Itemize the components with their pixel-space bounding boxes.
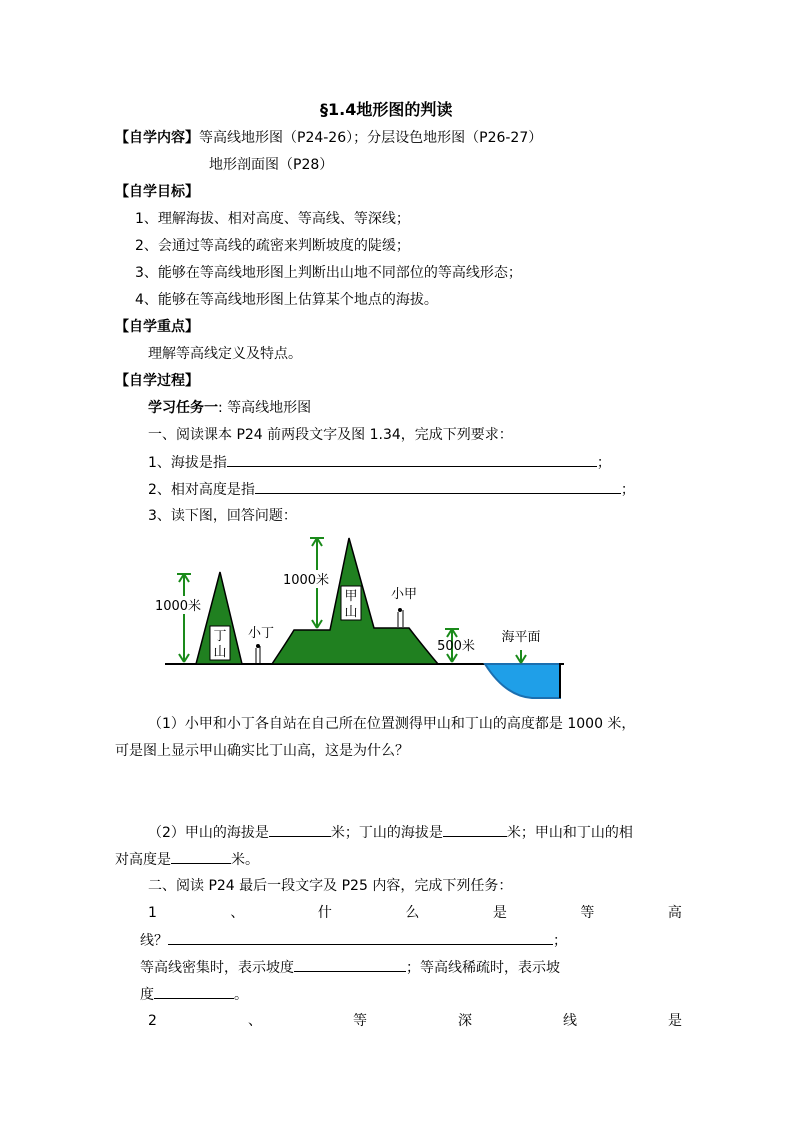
question-2-line-1 [148,822,633,843]
q2-text-d: 对高度是 [115,852,171,868]
part1-intro: 一、阅读课本 P24 前两段文字及图 1.34，完成下列要求： [148,427,513,443]
row5-char: 2 [148,1013,157,1029]
row1-char: 等 [580,905,595,921]
part2-line-4 [140,984,248,1005]
content-row [115,128,542,148]
label-xiaojia: 小甲 [390,587,418,602]
dingshan-label-2: 山 [213,645,227,660]
question-2-line-2 [115,849,259,870]
terrain-profile-figure [154,530,570,705]
question-relative-text: 2、相对高度是指 [148,482,255,498]
content-text-2: 地形剖面图（P28） [209,157,334,173]
row5-char: 深 [457,1013,472,1029]
relative-height-answer-blank[interactable] [171,849,231,864]
question-read-figure: 3、读下图，回答问题： [148,508,297,524]
xiaojia-person [398,609,403,628]
goal-item: 1、理解海拔、相对高度、等高线、等深线； [135,211,410,227]
goal-item: 4、能够在等高线地形图上估算某个地点的海拔。 [135,292,438,308]
jiashan-label-1: 甲 [344,589,358,604]
task-row [148,398,311,418]
part2-intro: 二、阅读 P24 最后一段文字及 P25 内容，完成下列任务： [148,878,513,894]
line3-text-a: 等高线密集时，表示坡度 [140,960,294,976]
part2-line-2 [140,930,567,951]
part2-row-1 [148,903,682,923]
row1-char: 么 [405,905,420,921]
jiashan-label-2: 山 [344,605,358,620]
q2-text-a: （2）甲山的海拔是 [148,825,269,841]
question-altitude-end: ； [596,455,611,471]
row5-char: 线 [562,1013,577,1029]
line4-text: 度 [140,987,154,1003]
relative-height-blank[interactable] [255,479,621,494]
dingshan-altitude-blank[interactable] [443,822,507,837]
question-1-line-2: 可是图上显示甲山确实比丁山高，这是为什么？ [115,743,409,759]
line3-text-b: ；等高线稀疏时，表示坡 [406,960,560,976]
question-relative-end: ； [620,482,635,498]
line2-text: 线？ [140,933,168,949]
content-text-1: 等高线地形图（P24-26）；分层设色地形图（P26-27） [199,130,543,146]
dense-slope-blank[interactable] [294,957,406,972]
row5-char: 等 [352,1013,367,1029]
task-title: : 等高线地形图 [218,400,312,416]
row1-char: 什 [317,905,332,921]
q2-text-b: 米；丁山的海拔是 [330,825,443,841]
process-label: 【自学过程】 [115,373,199,389]
xiaoding-person [256,645,260,664]
line4-end: 。 [234,987,248,1003]
goal-item: 2、会通过等高线的疏密来判断坡度的陡缓； [135,238,410,254]
altitude-blank[interactable] [227,452,597,467]
q2-text-e: 米。 [231,852,259,868]
row5-char: 是 [668,1013,682,1029]
row1-char: 高 [667,905,682,921]
question-altitude [148,452,611,473]
row1-char: 是 [492,905,507,921]
content-label: 【自学内容】 [115,130,199,146]
question-altitude-text: 1、海拔是指 [148,455,227,471]
part2-line-3 [140,957,560,978]
goals-label: 【自学目标】 [115,184,199,200]
page-title: §1.4地形图的判读 [320,100,453,119]
focus-text: 理解等高线定义及特点。 [148,346,302,362]
dingshan-label-1: 丁 [213,629,227,644]
jiashan-altitude-blank[interactable] [269,822,331,837]
goal-item: 3、能够在等高线地形图上判断出山地不同部位的等高线形态； [135,265,522,281]
part2-row-5 [148,1011,682,1031]
label-sea-level: 海平面 [501,630,541,645]
label-1000-top: 1000米 [282,573,330,588]
row1-char: 1 [148,905,157,921]
row1-char: 、 [230,905,245,921]
focus-label: 【自学重点】 [115,319,199,335]
question-1-line-1: （1）小甲和小丁各自站在自己所在位置测得甲山和丁山的高度都是 1000 米， [148,716,636,732]
sparse-slope-blank[interactable] [154,984,234,999]
sea-shape [485,664,560,698]
row5-char: 、 [247,1013,262,1029]
task-label: 学习任务一 [148,400,218,416]
contour-definition-blank[interactable] [168,930,553,945]
label-1000-left: 1000米 [154,599,202,614]
label-xiaoding: 小丁 [247,626,275,641]
line2-end: ； [553,933,567,949]
q2-text-c: 米；甲山和丁山的相 [506,825,633,841]
question-relative-height [148,479,635,500]
label-500: 500米 [437,639,475,654]
